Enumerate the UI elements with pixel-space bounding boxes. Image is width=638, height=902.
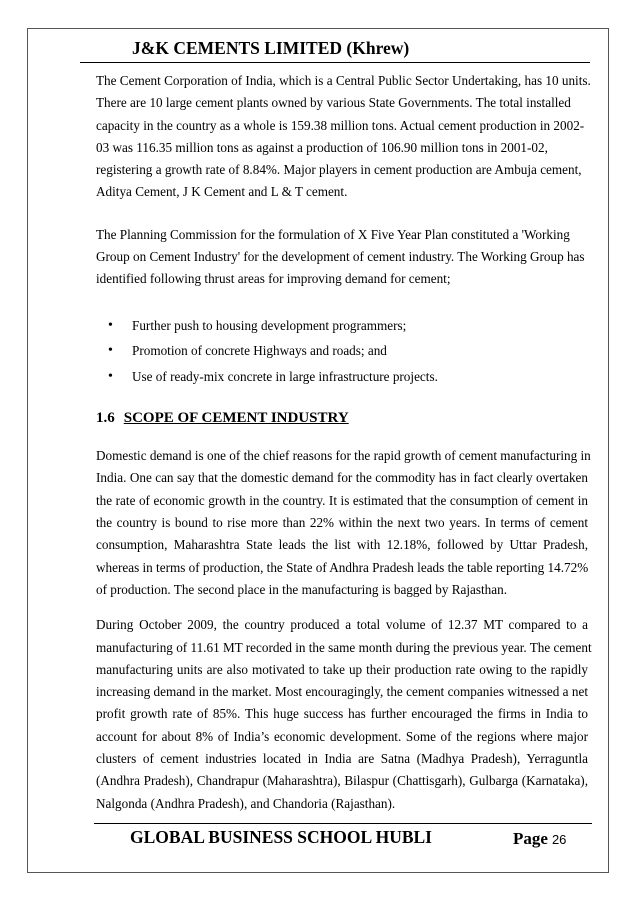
text-line: the country is bound to rise more than 22% within the next two years. In terms of cement bbox=[96, 515, 588, 531]
section-number: 1.6 bbox=[96, 410, 115, 427]
text-line: (Andhra Pradesh), Chandrapur (Maharashtra), Bilaspur (Chattisgarh), Gulbarga (Karnataka), bbox=[96, 773, 588, 789]
text-line: increasing demand in the market. Most encouragingly, the cement companies witnessed a net bbox=[96, 684, 588, 700]
text-line: the rate of economic growth in the country. It is estimated that the consumption of cement in bbox=[96, 492, 588, 508]
text-line: manufacturing units are also motivated to take up their production rate owing to the rapidly bbox=[96, 661, 588, 677]
text-line: clusters of cement industries located in India are Satna (Madhya Pradesh), Yerraguntla bbox=[96, 751, 588, 767]
text-line: manufacturing of 11.61 MT recorded in the same month during the previous year. The cement bbox=[96, 639, 592, 655]
text-line: profit growth rate of 85%. This huge success has further encouraged the firms in India to bbox=[96, 706, 588, 722]
page-number: 26 bbox=[551, 832, 567, 847]
text-line: During October 2009, the country produced a total volume of 12.37 MT compared to a bbox=[96, 617, 588, 633]
text-line: of production. The second place in the manufacturing is bagged by Rajasthan. bbox=[96, 581, 508, 597]
paragraph-domestic-demand bbox=[96, 445, 591, 601]
list-item: • Use of ready-mix concrete in large infrastructure projects. bbox=[108, 364, 588, 390]
paragraph-corporation bbox=[96, 70, 591, 204]
text-line: Group on Cement Industry' for the development of cement industry. The Working Group has bbox=[96, 249, 585, 265]
text-line: 03 was 116.35 million tons as against a production of 106.90 million tons in 2001-02, bbox=[96, 139, 548, 155]
text-line: registering a growth rate of 8.84%. Major players in cement production are Ambuja cement, bbox=[96, 162, 582, 178]
section-heading bbox=[96, 407, 588, 429]
text-line: India. One can say that the domestic demand for the commodity has in fact clearly overtaken bbox=[96, 470, 588, 486]
text-line: Aditya Cement, J K Cement and L & T cement. bbox=[96, 184, 348, 200]
thrust-areas-list bbox=[96, 313, 588, 390]
paragraph-planning-commission bbox=[96, 224, 588, 291]
text-line: The Cement Corporation of India, which is a Central Public Sector Undertaking, has 10 units. bbox=[96, 73, 591, 88]
list-item: • Further push to housing development programmers; bbox=[108, 313, 588, 339]
section-title: SCOPE OF CEMENT INDUSTRY bbox=[123, 410, 349, 427]
page-number-block bbox=[513, 829, 566, 849]
page-label: Page bbox=[513, 829, 548, 848]
text-line: consumption, Maharashtra State leads the list with 12.18%, followed by Uttar Pradesh, bbox=[96, 537, 588, 553]
footer-rule bbox=[94, 823, 592, 824]
page-content bbox=[96, 70, 592, 815]
text-line: Nalgonda (Andhra Pradesh), and Chandoria (Rajasthan). bbox=[96, 795, 396, 811]
text-line: whereas in terms of production, the State of Andhra Pradesh leads the table reporting 14.72% bbox=[96, 559, 589, 575]
text-line: The Planning Commission for the formulation of X Five Year Plan constituted a 'Working bbox=[96, 226, 570, 242]
text-line: There are 10 large cement plants owned by various State Governments. The total installed bbox=[96, 95, 571, 111]
text-line: capacity in the country as a whole is 159.38 million tons. Actual cement production in 2002- bbox=[96, 117, 585, 133]
text-line: account for about 8% of India’s economic development. Some of the regions where major bbox=[96, 728, 588, 744]
header-rule bbox=[80, 62, 590, 63]
footer-school-name: GLOBAL BUSINESS SCHOOL HUBLI bbox=[130, 827, 432, 847]
header-title: J&K CEMENTS LIMITED (Khrew) bbox=[132, 38, 410, 58]
text-line: Domestic demand is one of the chief reasons for the rapid growth of cement manufacturing in bbox=[96, 448, 591, 464]
list-item: • Promotion of concrete Highways and roads; and bbox=[108, 338, 588, 364]
paragraph-october-2009 bbox=[96, 614, 592, 815]
text-line: identified following thrust areas for improving demand for cement; bbox=[96, 271, 451, 287]
